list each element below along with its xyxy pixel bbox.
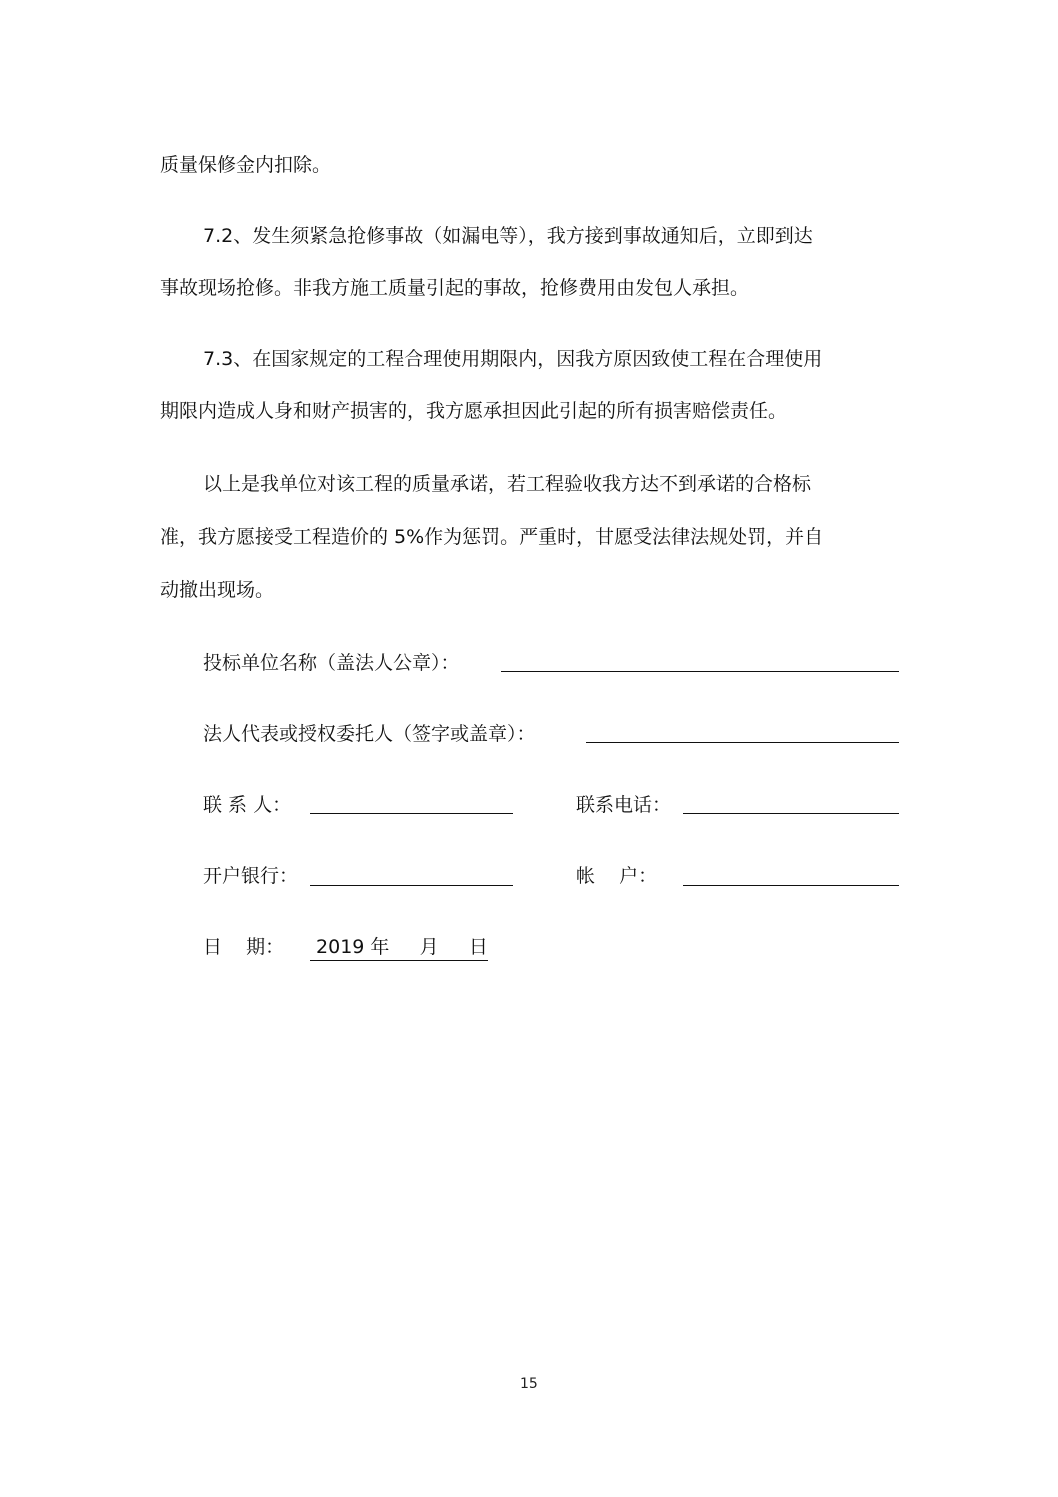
paragraph-line: 质量保修金内扣除。 [160,154,332,176]
contact-field-line[interactable] [310,813,513,814]
paragraph-line: 准，我方愿接受工程造价的 5%作为惩罚。严重时，甘愿受法律法规处罚，并自 [160,526,824,548]
bidder-label: 投标单位名称（盖法人公章）： [203,652,460,674]
paragraph-line: 7.3、在国家规定的工程合理使用期限内，因我方原因致使工程在合理使用 [203,348,823,370]
phone-field-line[interactable] [683,813,899,814]
date-value[interactable]: 2019 年 月 日 [310,935,488,961]
paragraph-line: 期限内造成人身和财产损害的，我方愿承担因此引起的所有损害赔偿责任。 [160,400,788,422]
legal-rep-signature-line[interactable] [586,742,899,743]
paragraph-line: 事故现场抢修。非我方施工质量引起的事故，抢修费用由发包人承担。 [160,277,750,299]
paragraph-line: 动撤出现场。 [160,579,275,601]
legal-rep-label: 法人代表或授权委托人（签字或盖章）： [203,723,536,745]
account-label: 帐 户： [576,865,658,887]
bidder-signature-line[interactable] [501,671,899,672]
paragraph-line: 以上是我单位对该工程的质量承诺，若工程验收我方达不到承诺的合格标 [203,473,812,495]
phone-label: 联系电话： [576,794,672,816]
date-label: 日 期： [203,936,285,958]
page-number: 15 [520,1376,538,1392]
contact-label: 联 系 人： [203,794,292,816]
paragraph-line: 7.2、发生须紧急抢修事故（如漏电等），我方接到事故通知后，立即到达 [203,225,813,247]
bank-field-line[interactable] [310,885,513,886]
account-field-line[interactable] [683,885,899,886]
bank-label: 开户银行： [203,865,299,887]
